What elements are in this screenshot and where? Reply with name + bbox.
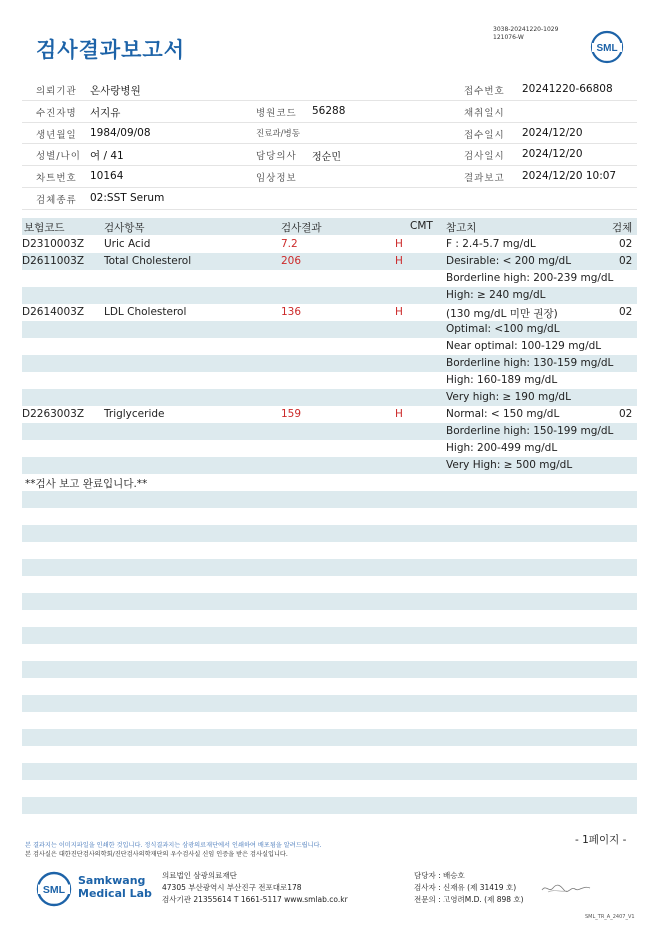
table-stripe <box>22 576 637 593</box>
patient-label: 수진자명 <box>36 107 77 119</box>
specimen-value: 02:SST Serum <box>90 191 165 204</box>
cell-code: D2310003Z <box>22 238 85 250</box>
table-stripe <box>22 542 637 559</box>
cell-result: 159 <box>281 408 302 420</box>
table-stripe <box>22 593 637 610</box>
institution-label: 의뢰기관 <box>36 86 77 97</box>
table-stripe <box>22 780 637 797</box>
cell-specimen: 02 <box>619 306 633 318</box>
cell-reference: Optimal: <100 mg/dL <box>446 323 560 335</box>
table-row <box>22 457 637 474</box>
table-stripe <box>22 712 637 729</box>
cell-cmt: H <box>395 255 403 267</box>
cell-reference: Borderline high: 150-199 mg/dL <box>446 425 614 437</box>
info-row-4 <box>22 144 637 166</box>
cell-item: Uric Acid <box>104 238 151 250</box>
chart-no-label: 차트번호 <box>36 173 77 185</box>
cell-result: 7.2 <box>281 238 298 250</box>
cell-cmt: H <box>395 408 403 420</box>
table-stripe <box>22 729 637 746</box>
cell-reference: Normal: < 150 mg/dL <box>446 408 560 420</box>
info-row-2 <box>22 101 637 123</box>
report-label: 결과보고 <box>464 173 505 185</box>
completion-note: **검사 보고 완료입니다.** <box>25 478 148 490</box>
cell-specimen: 02 <box>619 255 633 267</box>
results-table-header <box>22 218 637 235</box>
cell-code: D2611003Z <box>22 255 85 267</box>
doctor-label: 담당의사 <box>256 151 297 163</box>
table-row <box>22 321 637 338</box>
collection-label: 채취일시 <box>464 107 505 119</box>
cell-cmt: H <box>395 306 403 318</box>
cell-reference: Very High: ≥ 500 mg/dL <box>446 459 573 471</box>
patient-info <box>22 79 637 210</box>
form-version: SML_TR_A_2407_V1 <box>585 914 635 920</box>
patient-value: 서지유 <box>90 106 121 119</box>
notice-line-1: 본 결과지는 이미지파일을 인쇄한 것입니다. 정식결과지는 삼광의료재단에서 인쇄하여 배포됨을 알려드립니다. <box>25 842 322 849</box>
doctor-value: 정순민 <box>312 152 341 164</box>
table-row <box>22 355 637 372</box>
received-label: 접수일시 <box>464 129 505 141</box>
cell-result: 136 <box>281 306 302 318</box>
header-item: 검사항목 <box>104 222 145 234</box>
org-contact: 검사기관 21355614 T 1661-5117 www.smlab.co.kr <box>162 895 348 904</box>
footer-logo-icon <box>36 871 72 907</box>
sex-age-label: 성별/나이 <box>36 151 81 163</box>
info-row-6 <box>22 188 637 210</box>
info-row-5 <box>22 166 637 188</box>
signature-scribble-icon <box>540 882 592 894</box>
table-row <box>22 423 637 440</box>
cell-code: D2614003Z <box>22 306 85 318</box>
test-date-value: 2024/12/20 <box>522 148 583 161</box>
footer-notice <box>25 841 322 859</box>
cell-code: D2263003Z <box>22 408 85 420</box>
sml-logo-text: SML <box>596 43 618 54</box>
dob-value: 1984/09/08 <box>90 126 151 139</box>
institution-value: 온사랑병원 <box>90 85 141 97</box>
sml-logo-icon <box>590 30 624 64</box>
staff-line: 담당자 : 배승호 <box>414 871 465 880</box>
footer-signatures <box>414 870 524 906</box>
cell-reference: High: 200-499 mg/dL <box>446 442 558 454</box>
table-stripe <box>22 491 637 508</box>
table-row <box>22 372 637 389</box>
specimen-label: 검체종류 <box>36 194 77 206</box>
cell-reference: Borderline high: 200-239 mg/dL <box>446 272 614 284</box>
receipt-no-value: 20241220-66808 <box>522 83 613 95</box>
cell-item: Total Cholesterol <box>104 255 192 267</box>
cell-reference: High: 160-189 mg/dL <box>446 374 558 386</box>
brand-line-2: Medical Lab <box>78 887 152 900</box>
dob-label: 생년월일 <box>36 129 77 141</box>
info-row-1 <box>22 79 637 101</box>
table-row <box>22 287 637 304</box>
footer-logo-text: SML <box>42 884 66 896</box>
hospital-code-value: 56288 <box>312 104 346 117</box>
table-stripe <box>22 763 637 780</box>
clinical-label: 임상정보 <box>256 173 297 185</box>
org-address: 47305 부산광역시 부산진구 전포대로178 <box>162 883 302 892</box>
footer-brand <box>78 874 152 900</box>
document-id-line2: 121076-W <box>493 34 524 41</box>
dept-label: 진료과/병동 <box>256 128 300 139</box>
table-stripe <box>22 508 637 525</box>
table-stripe <box>22 814 637 831</box>
cell-specimen: 02 <box>619 238 633 250</box>
table-stripe <box>22 525 637 542</box>
table-stripe <box>22 661 637 678</box>
header-result: 검사결과 <box>281 222 322 234</box>
table-stripe <box>22 559 637 576</box>
cell-reference: Near optimal: 100-129 mg/dL <box>446 340 602 352</box>
header-cmt: CMT <box>410 220 433 232</box>
notice-line-2: 본 검사실은 대한진단검사의학회/진단검사의학재단의 우수검사실 신임 인증을 받은 검사실입니다. <box>25 851 288 858</box>
footer-organization <box>162 870 348 906</box>
table-stripe <box>22 695 637 712</box>
cell-reference: Borderline high: 130-159 mg/dL <box>446 357 614 369</box>
table-stripe <box>22 644 637 661</box>
document-id <box>493 26 558 42</box>
cell-cmt: H <box>395 238 403 250</box>
table-row <box>22 270 637 287</box>
cell-reference: (130 mg/dL 미만 권장) <box>446 308 558 320</box>
page-title: 검사결과보고서 <box>36 38 186 62</box>
header-code: 보험코드 <box>24 222 65 234</box>
table-row <box>22 236 637 253</box>
cell-item: LDL Cholesterol <box>104 306 187 318</box>
cell-reference: Desirable: < 200 mg/dL <box>446 255 572 267</box>
hospital-code-label: 병원코드 <box>256 107 297 119</box>
table-row <box>22 389 637 406</box>
sex-age-value: 여 / 41 <box>90 150 124 163</box>
cell-reference: Very high: ≥ 190 mg/dL <box>446 391 571 403</box>
report-value: 2024/12/20 10:07 <box>522 170 617 183</box>
receipt-no-label: 접수번호 <box>464 86 505 97</box>
tester-line: 검사자 : 신재유 (제 31419 호) <box>414 883 517 892</box>
table-row <box>22 406 637 423</box>
table-row <box>22 304 637 321</box>
chart-no-value: 10164 <box>90 170 124 183</box>
table-row <box>22 253 637 270</box>
table-stripe <box>22 797 637 814</box>
specialist-line: 전문의 : 고영려M.D. (제 898 호) <box>414 895 524 904</box>
test-date-label: 검사일시 <box>464 151 505 163</box>
cell-item: Triglyceride <box>104 408 165 420</box>
org-name: 의료법인 삼광의료재단 <box>162 871 237 880</box>
cell-specimen: 02 <box>619 408 633 420</box>
header-reference: 참고치 <box>446 222 477 234</box>
results-table-body <box>22 236 637 474</box>
received-value: 2024/12/20 <box>522 126 583 139</box>
page-number: - 1페이지 - <box>575 834 627 846</box>
cell-reference: F : 2.4-5.7 mg/dL <box>446 238 536 250</box>
cell-result: 206 <box>281 255 302 267</box>
table-stripe <box>22 627 637 644</box>
table-stripe <box>22 746 637 763</box>
info-row-3 <box>22 123 637 145</box>
cell-reference: High: ≥ 240 mg/dL <box>446 289 546 301</box>
header-specimen: 검체 <box>612 222 633 234</box>
table-stripe <box>22 678 637 695</box>
table-stripe <box>22 610 637 627</box>
table-row <box>22 338 637 355</box>
table-row <box>22 440 637 457</box>
brand-line-1: Samkwang <box>78 874 146 887</box>
document-id-line1: 3038-20241220-1029 <box>493 26 559 33</box>
